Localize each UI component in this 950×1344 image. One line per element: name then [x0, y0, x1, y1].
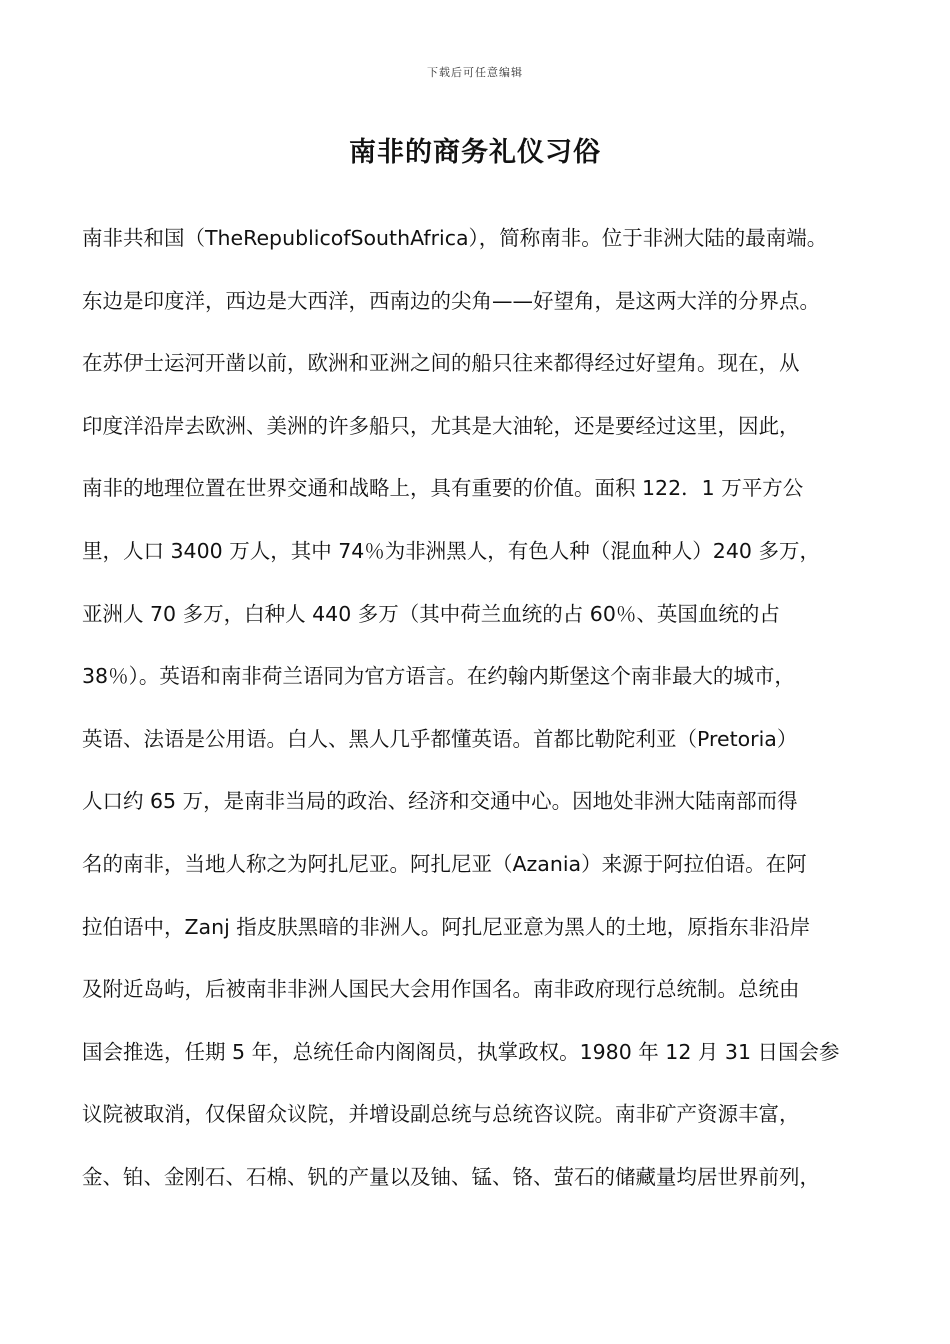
text-line: 及附近岛屿，后被南非非洲人国民大会用作国名。南非政府现行总统制。总统由 [82, 977, 800, 1002]
text-line: 人口约 65 万，是南非当局的政治、经济和交通中心。因地处非洲大陆南部而得 [82, 789, 798, 814]
text-line: 亚洲人 70 多万，白种人 440 多万（其中荷兰血统的占 60％、英国血统的占 [82, 601, 780, 626]
text-line: 在苏伊士运河开凿以前，欧洲和亚洲之间的船只往来都得经过好望角。现在，从 [82, 351, 800, 376]
text-line: 名的南非，当地人称之为阿扎尼亚。阿扎尼亚（Azania）来源于阿拉伯语。在阿 [82, 851, 807, 876]
text-line: 里，人口 3400 万人，其中 74％为非洲黑人，有色人种（混血种人）240 多万， [82, 538, 820, 563]
text-line: 拉伯语中，Zanj 指皮肤黑暗的非洲人。阿扎尼亚意为黑人的土地，原指东非沿岸 [82, 914, 811, 939]
text-line: 印度洋沿岸去欧洲、美洲的许多船只，尤其是大油轮，还是要经过这里，因此， [82, 413, 800, 438]
text-line: 国会推选，任期 5 年，总统任命内阁阁员，执掌政权。1980 年 12 月 31 日国会参 [82, 1039, 840, 1064]
text-line: 英语、法语是公用语。白人、黑人几乎都懂英语。首都比勒陀利亚（Pretoria） [82, 726, 798, 751]
text-line: 金、铂、金刚石、石棉、钒的产量以及铀、锰、铬、萤石的储藏量均居世界前列， [82, 1164, 820, 1189]
text-line: 东边是印度洋，西边是大西洋，西南边的尖角——好望角，是这两大洋的分界点。 [82, 288, 820, 313]
text-line: 南非的地理位置在世界交通和战略上，具有重要的价值。面积 122．1 万平方公 [82, 476, 804, 501]
document-title: 南非的商务礼仪习俗 [349, 137, 601, 168]
header-note: 下载后可任意编辑 [427, 66, 523, 79]
text-line: 南非共和国（TheRepublicofSouthAfrica），简称南非。位于非洲大陆的最南端。 [82, 226, 828, 250]
body-text [82, 215, 882, 1217]
text-line: 议院被取消，仅保留众议院，并增设副总统与总统咨议院。南非矿产资源丰富， [82, 1102, 800, 1127]
text-line: 38％）。英语和南非荷兰语同为官方语言。在约翰内斯堡这个南非最大的城市， [82, 664, 795, 689]
